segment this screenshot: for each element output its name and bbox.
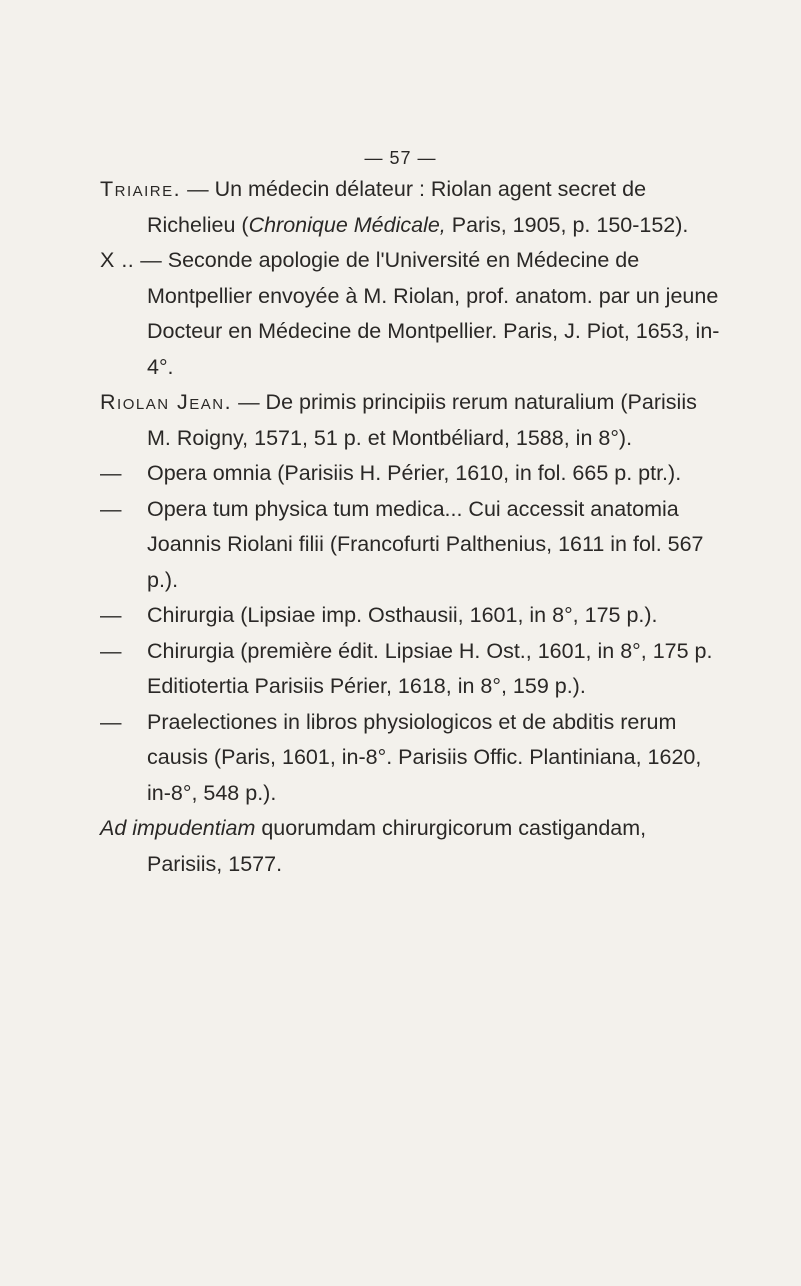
entry-text: — Seconde apologie de l'Université en Médecine de Montpellier envoyée à M. Riolan, prof. anatom. par un jeune Docteur en Médecine de Montpellier. Paris, J. Piot, 1653, in-4°. <box>140 248 720 379</box>
entry-praelectiones <box>100 705 720 812</box>
entry-dash: — <box>100 461 122 485</box>
page-number: — 57 — <box>364 148 437 168</box>
bibliography-list <box>100 172 720 882</box>
entry-text: — De primis principiis rerum naturalium (Parisiis M. Roigny, 1571, 51 p. et Montbéliard, 1588, in 8°). <box>147 390 697 450</box>
entry-text: — Un médecin délateur : Riolan agent secret de Richelieu ( <box>147 177 647 237</box>
entry-riolan-jean <box>100 385 720 456</box>
entry-chirurgia-1 <box>100 598 720 634</box>
entry-title-italic: Ad impudentiam <box>100 816 256 840</box>
entry-text: Opera omnia (Parisiis H. Périer, 1610, in fol. 665 p. ptr.). <box>147 461 682 485</box>
entry-opera-tum-physica <box>100 492 720 599</box>
entry-dash: — <box>100 709 122 734</box>
entry-opera-omnia <box>100 456 720 492</box>
entry-chirurgia-2 <box>100 634 720 705</box>
entry-author: Riolan Jean. <box>100 390 233 414</box>
entry-dash: — <box>100 603 122 627</box>
entry-ad-impudentiam <box>100 811 720 882</box>
entry-text: Chirurgia (première édit. Lipsiae H. Ost., 1601, in 8°, 175 p. Editiotertia Parisiis Périer, 1618, in 8°, 159 p.). <box>147 638 713 698</box>
entry-text: quorumdam chirurgicorum castigandam, Parisiis, 1577. <box>147 816 647 876</box>
entry-author: Triaire. <box>100 177 182 201</box>
entry-text-tail: Paris, 1905, p. 150-152). <box>445 212 689 237</box>
entry-author: X .. <box>100 248 135 272</box>
entry-dash: — <box>100 638 122 663</box>
entry-text: Chirurgia (Lipsiae imp. Osthausii, 1601, in 8°, 175 p.). <box>147 603 658 627</box>
entry-text: Opera tum physica tum medica... Cui accessit anatomia Joannis Riolani filii (Francofurti Palthenius, 1611 in fol. 567 p.). <box>147 496 704 592</box>
entry-anonymous <box>100 243 720 385</box>
entry-dash: — <box>100 496 122 521</box>
entry-journal: Chronique Médicale, <box>248 212 446 237</box>
entry-text: Praelectiones in libros physiologicos et de abditis rerum causis (Paris, 1601, in-8°. Parisiis Offic. Plantiniana, 1620, in-8°, 548 p.). <box>147 709 702 805</box>
entry-triaire <box>100 172 720 243</box>
